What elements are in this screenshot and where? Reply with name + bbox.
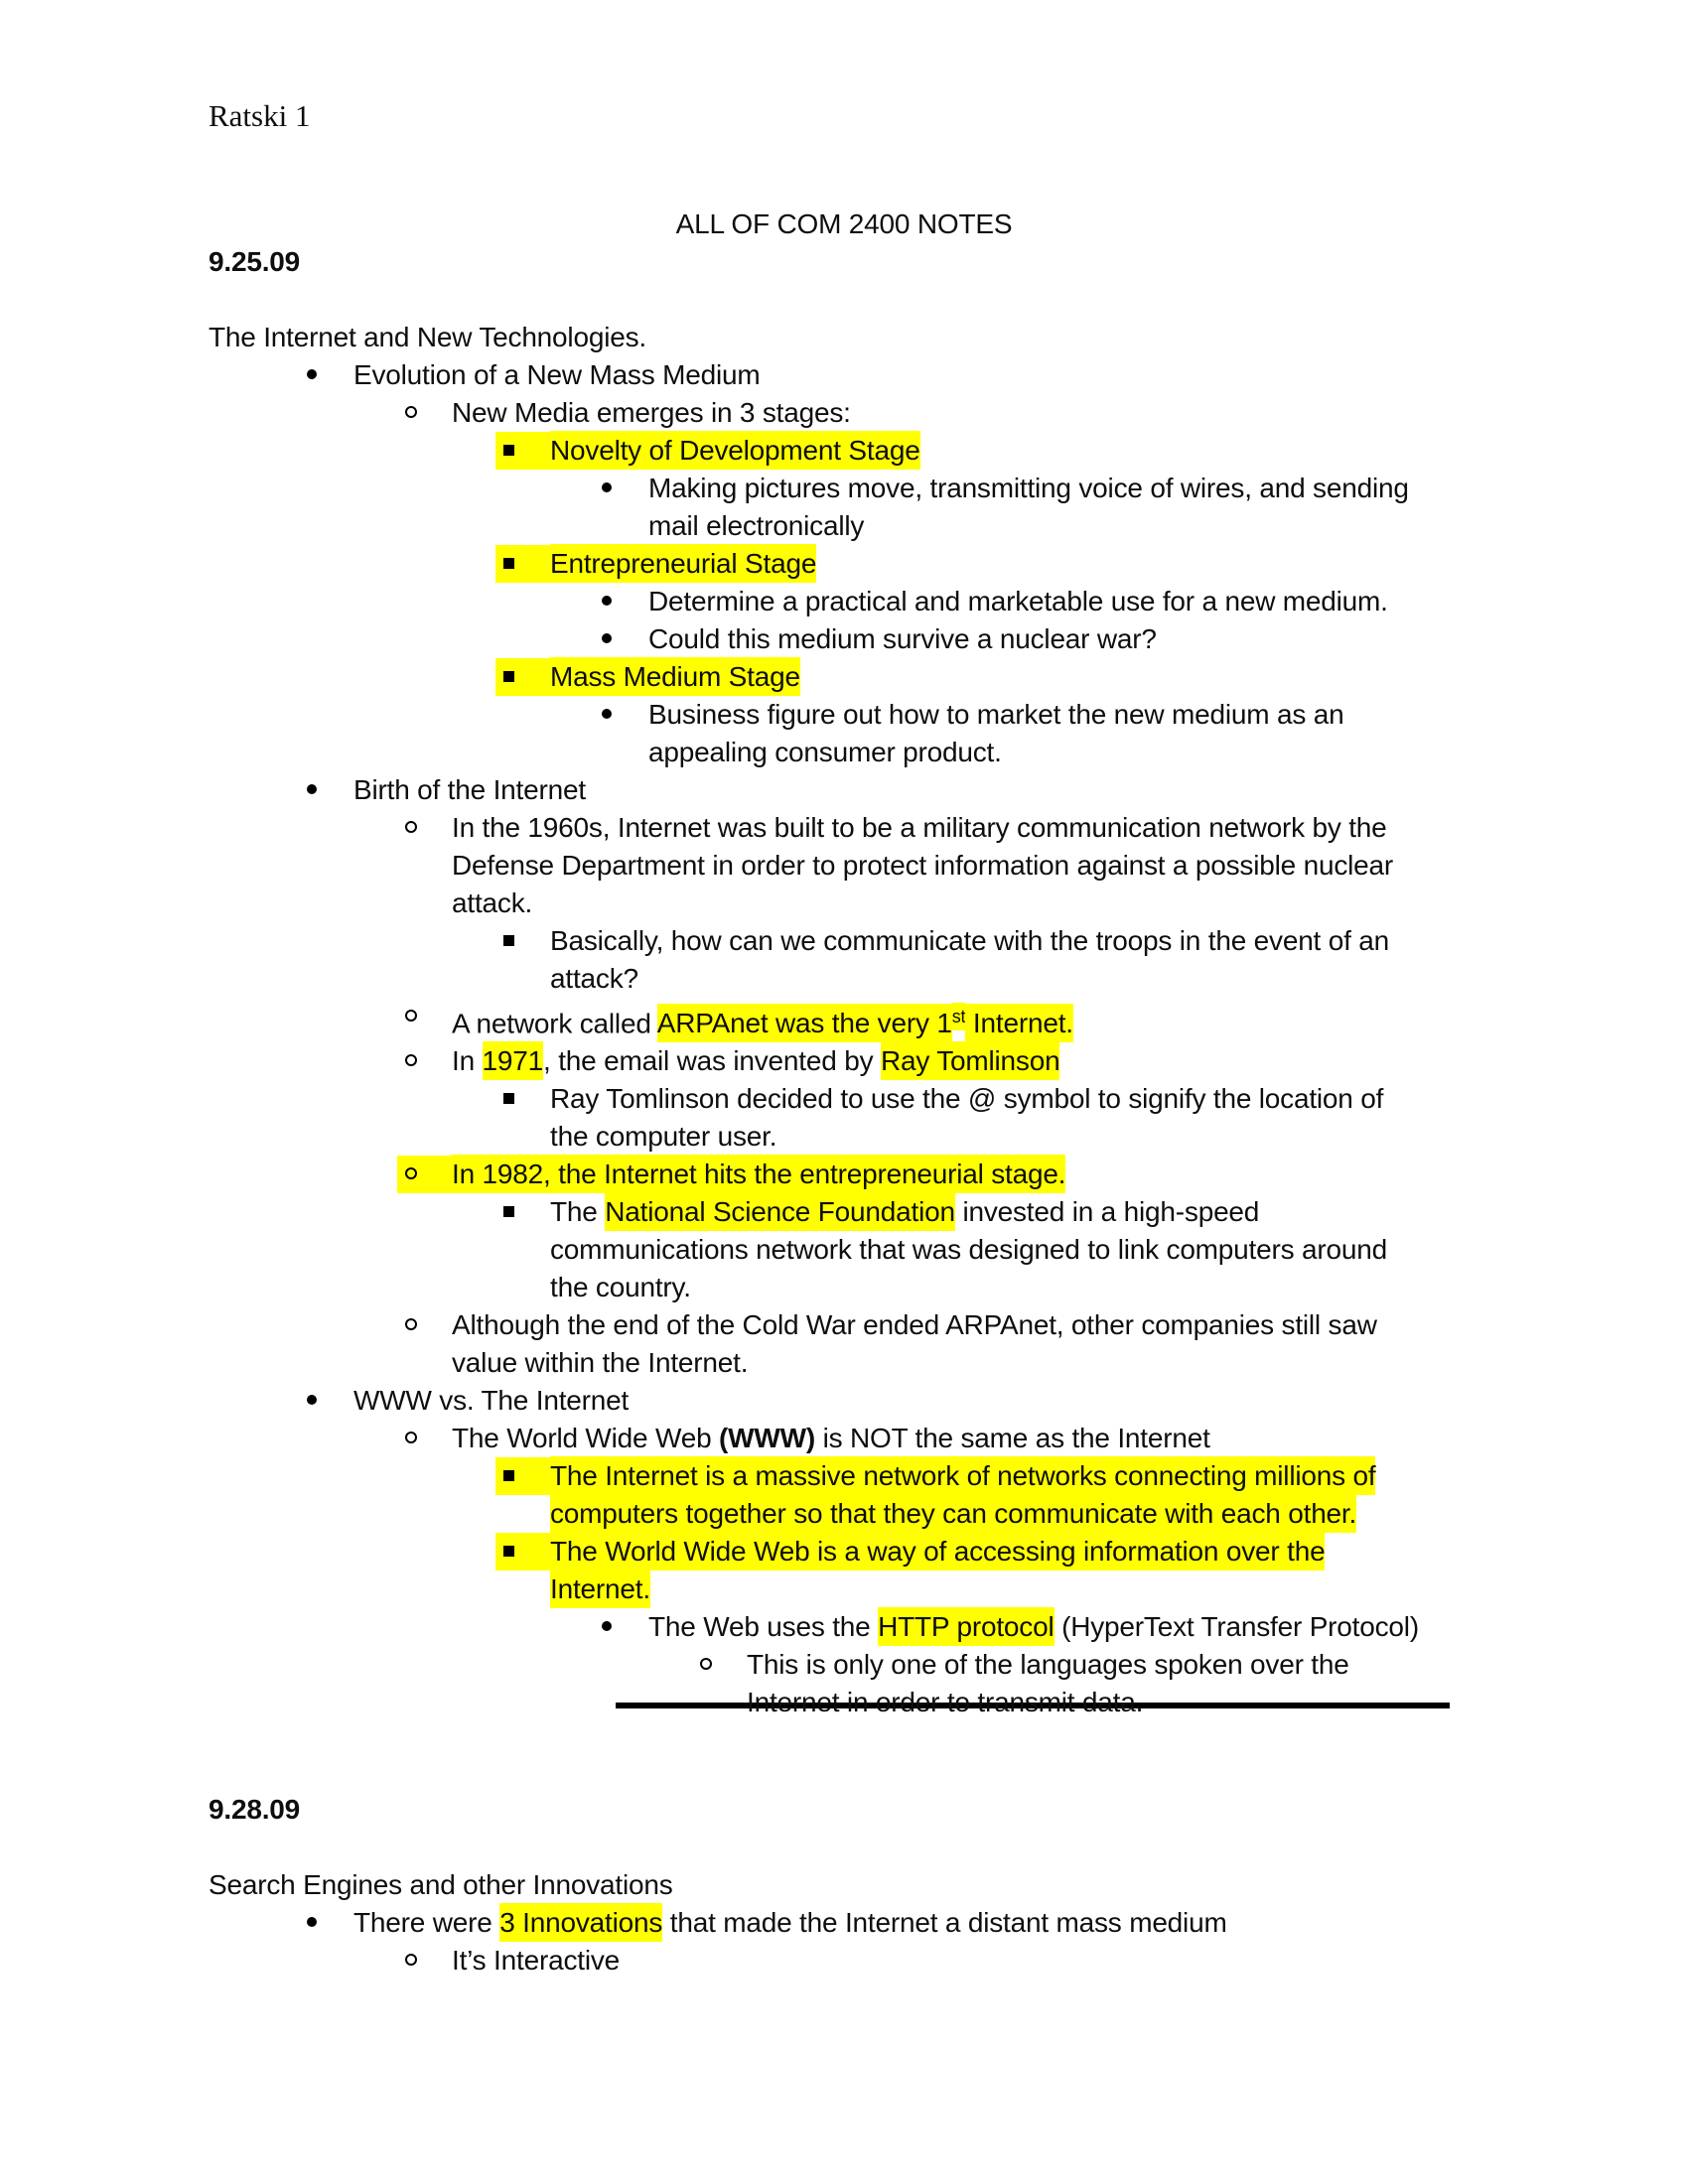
- highlighted-text: In 1982, the Internet hits the entrepreneurial stage.: [452, 1155, 1065, 1193]
- note-line: [648, 470, 1509, 507]
- note-line: [648, 583, 1509, 620]
- highlighted-text: Internet.: [965, 1004, 1073, 1042]
- note-line: [550, 1080, 1509, 1118]
- highlighted-text: The Internet is a massive network of networks connecting millions of: [550, 1456, 1375, 1495]
- bullet-circle-icon: [405, 1042, 452, 1080]
- note-line: [452, 885, 1509, 922]
- list-item: [648, 696, 1509, 771]
- bullet-disc-icon: [602, 1608, 648, 1646]
- list-item: [353, 1904, 1509, 1942]
- note-line: [353, 1904, 1509, 1942]
- section-date: 9.28.09: [209, 1794, 301, 1826]
- bullet-square-icon: [495, 658, 550, 696]
- list-item: [452, 1156, 1509, 1193]
- bullet-disc-icon: [307, 1382, 353, 1420]
- note-text: New Media emerges in 3 stages:: [452, 397, 851, 428]
- bullet-disc-icon: [602, 583, 648, 620]
- highlighted-text: ARPAnet was the very 1: [657, 1004, 952, 1042]
- page-header: Ratski 1: [209, 98, 311, 133]
- note-text: In: [452, 1045, 483, 1077]
- bullet-circle-icon: [405, 809, 452, 847]
- note-text: attack.: [452, 887, 533, 918]
- notes-list: [209, 356, 1509, 1721]
- list-item: [452, 1306, 1509, 1382]
- notes-section-1: [209, 243, 1509, 1721]
- list-item: [648, 620, 1509, 658]
- highlighted-text: 3 Innovations: [499, 1903, 662, 1942]
- note-text: the country.: [550, 1272, 691, 1303]
- bullet-disc-icon: [602, 620, 648, 658]
- note-text: Ray Tomlinson decided to use the @ symbol to signify the location of: [550, 1083, 1384, 1115]
- note-line: [353, 1382, 1509, 1420]
- section-date: 9.25.09: [209, 246, 301, 277]
- highlighted-text: Mass Medium Stage: [550, 657, 800, 696]
- bullet-disc-icon: [307, 356, 353, 394]
- note-line: [452, 809, 1509, 847]
- bullet-circle-icon: [405, 1420, 452, 1457]
- note-line: [452, 998, 1509, 1042]
- bullet-circle-icon: [405, 1942, 452, 1979]
- note-line: [550, 1495, 1509, 1533]
- note-text: Defense Department in order to protect information against a possible nuclear: [452, 850, 1394, 881]
- note-line: [452, 1942, 1509, 1979]
- note-line: [648, 507, 1509, 545]
- note-text: Determine a practical and marketable use for a new medium.: [648, 586, 1388, 616]
- list-item: [452, 1942, 1509, 1979]
- list-item: [648, 1608, 1509, 1646]
- note-text: Although the end of the Cold War ended ARPAnet, other companies still saw: [452, 1309, 1377, 1341]
- note-text: mail electronically: [648, 510, 865, 541]
- list-item: [648, 470, 1509, 545]
- list-item: [452, 394, 1509, 432]
- list-item: [452, 998, 1509, 1042]
- highlighted-text: computers together so that they can communicate with each other.: [550, 1494, 1356, 1533]
- list-item: [550, 545, 1509, 583]
- note-text: A network called: [452, 1008, 657, 1039]
- bullet-circle-icon: [405, 1306, 452, 1344]
- note-line: [452, 1344, 1509, 1382]
- highlighted-text: HTTP protocol: [878, 1607, 1054, 1646]
- list-item: [353, 1382, 1509, 1420]
- bullet-disc-icon: [602, 470, 648, 507]
- note-line: [550, 1457, 1509, 1495]
- note-line: [550, 922, 1509, 960]
- note-line: [452, 1306, 1509, 1344]
- note-text: the computer user.: [550, 1121, 777, 1153]
- notes-list: [209, 1904, 1509, 1979]
- list-item: [550, 1457, 1509, 1533]
- list-item: [353, 771, 1509, 809]
- note-line: [550, 1118, 1509, 1156]
- note-line: [648, 620, 1509, 658]
- highlighted-text: 1971: [483, 1041, 544, 1080]
- note-text: value within the Internet.: [452, 1347, 749, 1379]
- bullet-square-icon: [503, 1193, 550, 1231]
- note-line: [648, 696, 1509, 734]
- note-text: The: [550, 1196, 606, 1228]
- list-item: [452, 809, 1509, 922]
- bullet-circle-icon: [397, 1156, 452, 1193]
- bullet-circle-icon: [700, 1646, 747, 1684]
- bullet-circle-icon: [405, 998, 452, 1035]
- highlighted-text: Entrepreneurial Stage: [550, 544, 816, 583]
- bullet-square-icon: [495, 1533, 550, 1570]
- list-item: [452, 1420, 1509, 1457]
- list-item: [550, 1533, 1509, 1608]
- highlighted-text: The World Wide Web is a way of accessing information over the: [550, 1532, 1325, 1570]
- doc-title: ALL OF COM 2400 NOTES: [675, 208, 1013, 239]
- list-item: [452, 1042, 1509, 1080]
- note-line: [550, 960, 1509, 998]
- note-text: attack?: [550, 963, 638, 994]
- note-line: [747, 1646, 1509, 1684]
- bullet-square-icon: [495, 545, 550, 583]
- list-item: [648, 583, 1509, 620]
- note-line: [452, 847, 1509, 885]
- list-item: [550, 658, 1509, 696]
- note-line: [550, 658, 1509, 696]
- note-text: (WWW): [719, 1423, 815, 1454]
- bullet-square-icon: [495, 1457, 550, 1495]
- note-text: (HyperText Transfer Protocol): [1054, 1611, 1419, 1643]
- list-item: [353, 356, 1509, 394]
- note-text: that made the Internet a distant mass medium: [662, 1907, 1227, 1939]
- bullet-circle-icon: [405, 394, 452, 432]
- highlighted-text: National Science Foundation: [605, 1192, 955, 1231]
- note-text: WWW vs. The Internet: [353, 1385, 630, 1417]
- bullet-square-icon: [503, 922, 550, 960]
- bullet-square-icon: [495, 432, 550, 470]
- note-line: [550, 1533, 1509, 1570]
- note-line: [452, 1156, 1509, 1193]
- note-text: Birth of the Internet: [353, 774, 586, 805]
- highlighted-text: Novelty of Development Stage: [550, 431, 920, 470]
- note-line: [550, 545, 1509, 583]
- note-text: There were: [353, 1907, 500, 1939]
- list-item: [550, 1080, 1509, 1156]
- note-line: [550, 432, 1509, 470]
- note-line: [353, 356, 1509, 394]
- note-text: In the 1960s, Internet was built to be a military communication network by the: [452, 812, 1387, 843]
- note-text: Making pictures move, transmitting voice of wires, and sending: [648, 473, 1409, 503]
- note-line: [747, 1684, 1509, 1721]
- list-item: [550, 922, 1509, 998]
- note-text: It’s Interactive: [452, 1945, 621, 1977]
- list-item: [747, 1646, 1509, 1721]
- note-text: This is only one of the languages spoken over the: [747, 1649, 1349, 1681]
- note-line: [353, 771, 1509, 809]
- notes-section-2: [209, 1791, 1509, 1979]
- note-text: Evolution of a New Mass Medium: [353, 359, 761, 390]
- note-text: Internet in order to transmit data.: [747, 1687, 1144, 1718]
- note-line: [550, 1193, 1509, 1231]
- list-item: [550, 432, 1509, 470]
- bullet-disc-icon: [307, 1904, 353, 1942]
- note-line: [648, 1608, 1509, 1646]
- highlighted-text: Internet.: [550, 1570, 650, 1608]
- note-text: appealing consumer product.: [648, 737, 1002, 767]
- bullet-square-icon: [503, 1080, 550, 1118]
- note-line: [648, 734, 1509, 771]
- note-line: [452, 394, 1509, 432]
- section-intro: Search Engines and other Innovations: [209, 1869, 673, 1901]
- note-line: [452, 1420, 1509, 1457]
- note-text: communications network that was designed to link computers around: [550, 1234, 1387, 1266]
- bullet-disc-icon: [602, 696, 648, 734]
- note-line: [550, 1269, 1509, 1306]
- note-text: invested in a high-speed: [954, 1196, 1260, 1228]
- section-intro: The Internet and New Technologies.: [209, 322, 646, 352]
- note-text: is NOT the same as the Internet: [814, 1423, 1210, 1454]
- note-line: [550, 1570, 1509, 1608]
- note-text: The World Wide Web: [452, 1423, 720, 1454]
- note-text: , the email was invented by: [543, 1045, 881, 1077]
- note-text: The Web uses the: [648, 1611, 879, 1643]
- note-line: [452, 1042, 1509, 1080]
- highlighted-text: st: [952, 1003, 966, 1030]
- highlighted-text: Ray Tomlinson: [881, 1041, 1060, 1080]
- note-text: Business figure out how to market the new medium as an: [648, 699, 1344, 730]
- list-item: [550, 1193, 1509, 1306]
- bullet-disc-icon: [307, 771, 353, 809]
- note-line: [550, 1231, 1509, 1269]
- note-text: Could this medium survive a nuclear war?: [648, 623, 1157, 654]
- note-text: Basically, how can we communicate with the troops in the event of an: [550, 925, 1389, 956]
